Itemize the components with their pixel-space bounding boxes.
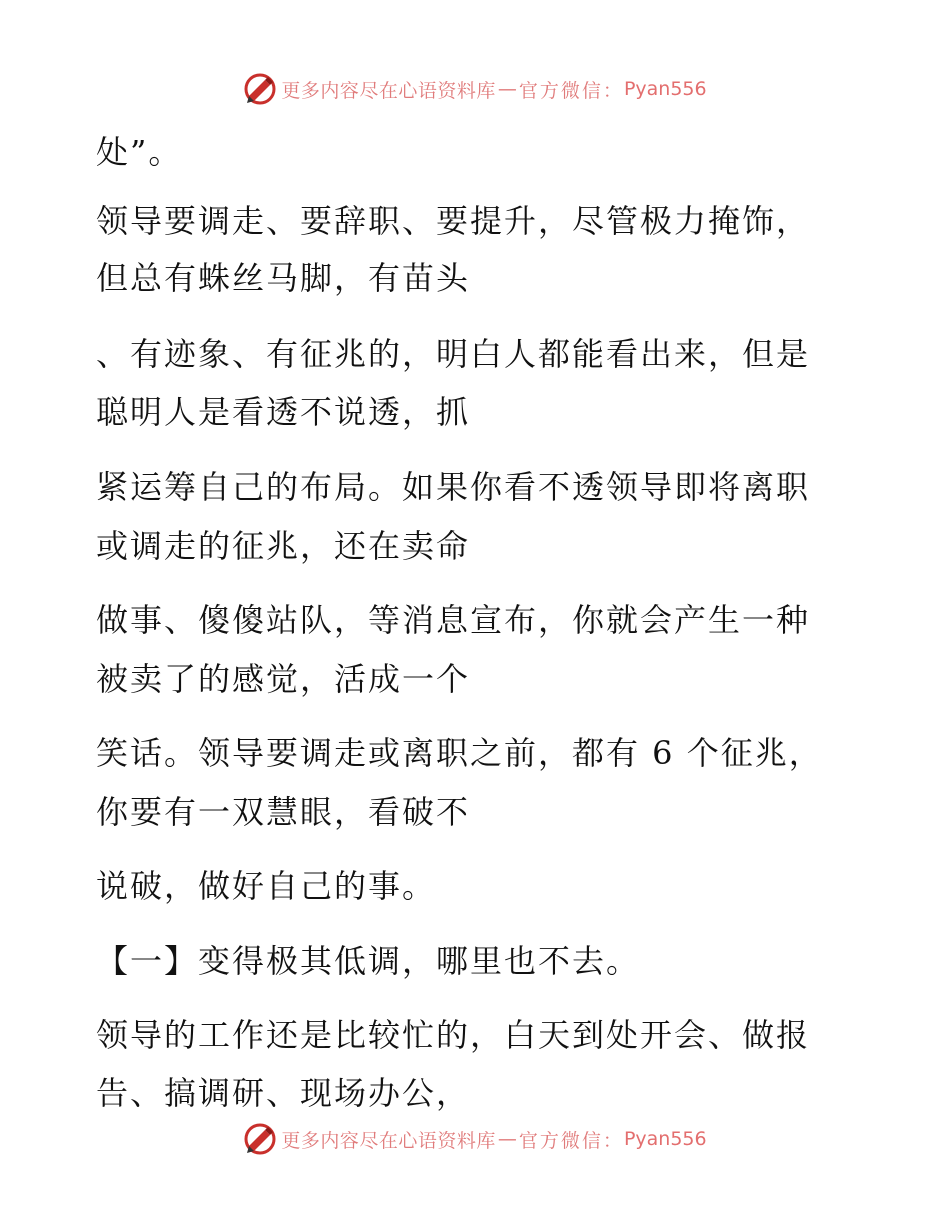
watermark-prefix: 更多内容尽在心语资料库: [281, 79, 496, 102]
watermark-official-label: 官方微信：: [518, 1129, 624, 1152]
watermark-official-label: 官方微信：: [518, 79, 624, 102]
watermark-wechat-id: Pyan556: [623, 78, 707, 100]
pen-in-circle-logo-icon: [243, 72, 277, 106]
text-line: 但总有蛛丝马脚，有苗头: [96, 259, 471, 297]
text-line: 你要有一双慧眼，看破不: [96, 793, 471, 831]
text-line: 聪明人是看透不说透，抓: [96, 393, 471, 431]
text-line: 说破，做好自己的事。: [96, 867, 437, 905]
watermark-wechat-id: Pyan556: [623, 1128, 707, 1150]
text-line: 告、搞调研、现场办公，: [96, 1074, 471, 1112]
text-line: 领导的工作还是比较忙的，白天到处开会、做报: [96, 1016, 811, 1054]
text-line: 紧运筹自己的布局。如果你看不透领导即将离职: [96, 468, 811, 506]
text-line: 或调走的征兆，还在卖命: [96, 527, 471, 565]
text-line: 、有迹象、有征兆的，明白人都能看出来，但是: [96, 335, 811, 373]
header-watermark: [0, 72, 950, 106]
footer-watermark: [0, 1122, 950, 1156]
text-line: 处”。: [96, 133, 183, 171]
section-heading: 【一】变得极其低调，哪里也不去。: [96, 942, 641, 980]
text-line: 笑话。领导要调走或离职之前，都有 6 个征兆，: [96, 734, 823, 772]
text-line: 做事、傻傻站队，等消息宣布，你就会产生一种: [96, 601, 811, 639]
watermark-separator: —: [497, 1128, 517, 1150]
watermark-separator: —: [497, 78, 517, 100]
text-line: 被卖了的感觉，活成一个: [96, 660, 471, 698]
watermark-prefix: 更多内容尽在心语资料库: [281, 1129, 496, 1152]
pen-in-circle-logo-icon: [243, 1122, 277, 1156]
text-line: 领导要调走、要辞职、要提升，尽管极力掩饰，: [96, 202, 811, 240]
